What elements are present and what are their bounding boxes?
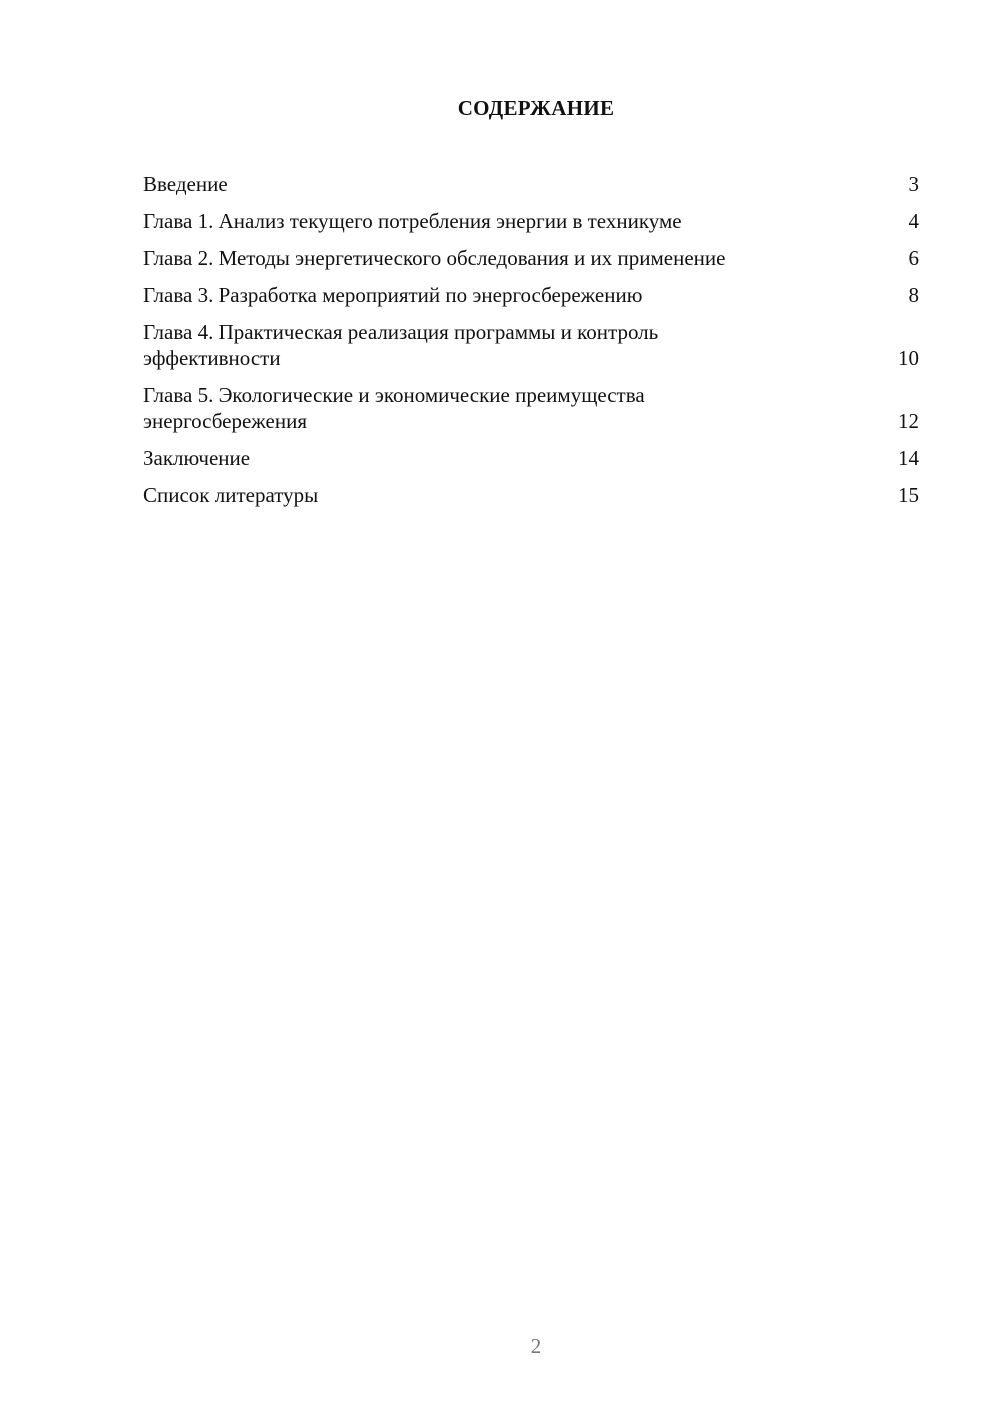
- toc-entry-introduction: [143, 171, 919, 197]
- toc-entry-page: 15: [898, 483, 919, 507]
- page-number: 2: [530, 1334, 542, 1358]
- toc-entry-chapter-4: [143, 319, 919, 371]
- toc-entry-conclusion: [143, 445, 919, 471]
- toc-entry-label: Заключение: [143, 446, 251, 470]
- toc-entry-label: Глава 3. Разработка мероприятий по энергосбережению: [143, 283, 643, 307]
- toc-entry-label: Глава 4. Практическая реализация программы и контроль эффективности: [143, 320, 659, 370]
- page-title: СОДЕРЖАНИЕ: [457, 96, 615, 120]
- toc-entry-page: 6: [908, 246, 919, 270]
- toc-entry-label: Глава 1. Анализ текущего потребления энергии в техникуме: [143, 209, 682, 233]
- toc-entry-page: 8: [908, 283, 919, 307]
- toc-entry-page: 12: [898, 409, 919, 433]
- toc-entry-chapter-5: [143, 382, 919, 434]
- toc-entry-label: Введение: [143, 172, 228, 196]
- toc-entry-references: [143, 482, 919, 508]
- toc-entry-chapter-2: [143, 245, 919, 271]
- toc-entry-page: 3: [908, 172, 919, 196]
- toc-entry-page: 4: [908, 209, 919, 233]
- toc-entry-chapter-1: [143, 208, 919, 234]
- toc-entry-label: Глава 5. Экологические и экономические преимущества энергосбережения: [143, 383, 645, 433]
- toc-entry-page: 10: [898, 346, 919, 370]
- toc-entry-label: Глава 2. Методы энергетического обследования и их применение: [143, 246, 726, 270]
- toc-entry-page: 14: [898, 446, 919, 470]
- toc-entry-label: Список литературы: [143, 483, 319, 507]
- toc-entry-chapter-3: [143, 282, 919, 308]
- table-of-contents: [143, 171, 919, 519]
